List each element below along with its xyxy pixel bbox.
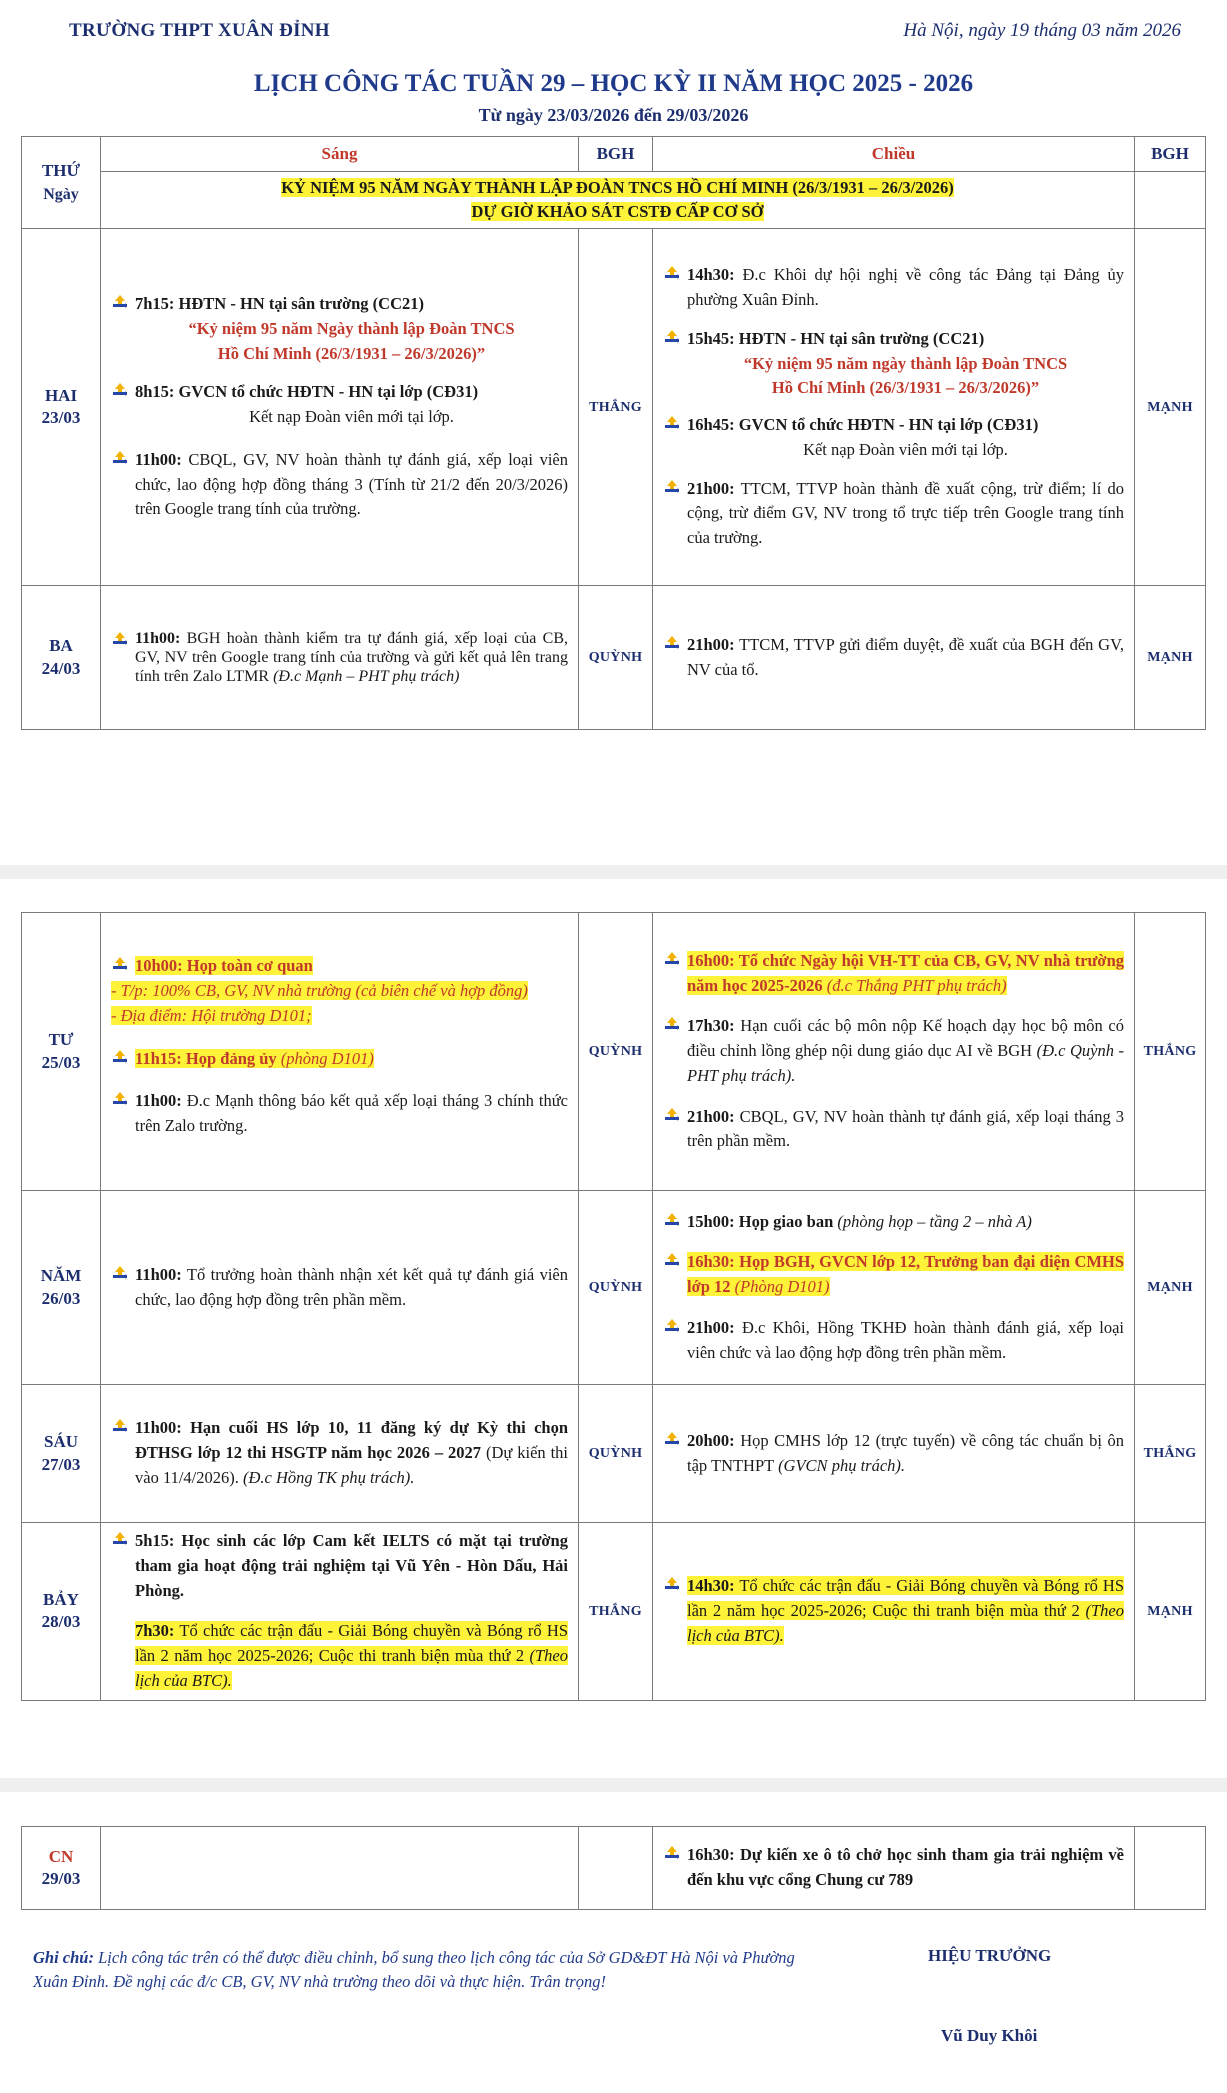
list-item: 15h45: HĐTN - HN tại sân trường (CC21) “Kỷ niệm 95 năm ngày thành lập Đoàn TNCS Hồ Chí Minh (26/3/1931 – 26/3/2026)” [663,327,1124,401]
bullet-arrow-icon [113,451,127,465]
afternoon-cell-sun [653,1827,1135,1910]
list-item: 21h00: TTCM, TTVP hoàn thành đề xuất cộng, trừ điểm; lí do cộng, trừ điểm GV, NV trong tổ trực tiếp trên Google trang tính của trường. [663,477,1124,551]
bullet-arrow-icon [665,1432,679,1446]
morning-cell-thu [101,1191,579,1385]
afternoon-cell-fri [653,1385,1135,1523]
bullet-arrow-icon [113,383,127,397]
bullet-arrow-icon [665,1213,679,1227]
table-row [22,1827,1206,1910]
quote-line: Hồ Chí Minh (26/3/1931 – 26/3/2026)” [771,378,1040,398]
list-item: 15h00: Họp giao ban (phòng họp – tầng 2 – nhà A) [663,1210,1124,1235]
bullet-arrow-icon [665,1253,679,1267]
note-label: Ghi chú: [33,1948,94,1967]
list-item: 17h30: Hạn cuối các bộ môn nộp Kế hoạch dạy học bộ môn có điều chỉnh lồng ghép nội dung giáo dục AI về BGH (Đ.c Quỳnh - PHT phụ trách). [663,1014,1124,1088]
bullet-arrow-icon [665,330,679,344]
bullet-arrow-icon [113,1092,127,1106]
bullet-arrow-icon [113,1266,127,1280]
morning-cell-mon [101,229,579,586]
table-row [22,586,1206,730]
bullet-arrow-icon [113,1532,127,1546]
morning-cell-wed [101,913,579,1191]
bgh-am-mon: THẮNG [579,229,653,586]
day-name: HAI [44,385,78,405]
school-name: TRƯỜNG THPT XUÂN ĐỈNH [69,20,330,41]
list-item: 16h00: Tổ chức Ngày hội VH-TT của CB, GV, NV nhà trường năm học 2025-2026 (đ.c Thắng PHT phụ trách) [663,949,1124,999]
banner-empty-cell [1135,172,1206,229]
list-item: 21h00: CBQL, GV, NV hoàn thành tự đánh giá, xếp loại tháng 3 trên phần mềm. [663,1105,1124,1155]
bullet-arrow-icon [113,632,127,646]
schedule-table-part1 [21,136,1206,730]
note-text: Lịch công tác trên có thể được điều chỉnh, bổ sung theo lịch công tác của Sở GD&ĐT Hà Nội và Phường Xuân Đỉnh. Đề nghị các đ/c CB, GV, NV nhà trường theo dõi và thực hiện. Trân trọng! [33,1948,795,1991]
document-date: Hà Nội, ngày 19 tháng 03 năm 2026 [903,20,1181,41]
day-date: 23/03 [41,408,81,427]
bullet-arrow-icon [665,1108,679,1122]
day-cell-mon [22,229,101,586]
day-name: NĂM [40,1266,82,1286]
header-bgh-am: BGH [579,137,653,172]
bgh-am-wed: QUỲNH [579,913,653,1191]
meeting-location: - Địa điểm: Hội trường D101; [111,1005,312,1025]
day-date: 28/03 [41,1612,81,1632]
bgh-pm-thu: MẠNH [1135,1191,1206,1385]
morning-cell-fri [101,1385,579,1523]
header-thu: THỨ [41,160,81,180]
list-item: 16h30: Dự kiến xe ô tô chở học sinh tham gia trải nghiệm về đến khu vực cổng Chung cư 789 [663,1843,1124,1893]
table-row [22,913,1206,1191]
schedule-table-part3 [21,1826,1206,1910]
quote-line: “Kỷ niệm 95 năm ngày thành lập Đoàn TNCS [743,353,1068,373]
day-date: 29/03 [41,1868,81,1888]
list-item: 14h30: Đ.c Khôi dự hội nghị về công tác Đảng tại Đảng ủy phường Xuân Đỉnh. [663,263,1124,313]
afternoon-cell-tue [653,586,1135,730]
day-name: TƯ [48,1030,74,1050]
bullet-arrow-icon [665,480,679,494]
day-name: BA [49,636,73,656]
schedule-table-part2 [21,912,1206,1701]
list-item: 10h00: Họp toàn cơ quan - T/p: 100% CB, GV, NV nhà trường (cả biên chế và hợp đồng) - Địa điểm: Hội trường D101; [111,954,568,1028]
list-item: 11h00: CBQL, GV, NV hoàn thành tự đánh giá, xếp loại viên chức, lao động hợp đồng tháng 3 (Tính từ 21/2 đến 20/3/2026) trên Google trang tính của trường. [111,448,568,522]
bullet-arrow-icon [113,1419,127,1433]
principal-name: Vũ Duy Khôi [941,2026,1038,2045]
bgh-pm-sat: MẠNH [1135,1523,1206,1701]
anniversary-banner [101,172,1135,229]
quote-line: Hồ Chí Minh (26/3/1931 – 26/3/2026)” [217,343,486,363]
bgh-pm-mon: MẠNH [1135,229,1206,586]
table-row [22,1385,1206,1523]
list-item: 11h00: Hạn cuối HS lớp 10, 11 đăng ký dự Kỳ thi chọn ĐTHSG lớp 12 thi HSGTP năm học 2026 – 2027 (Dự kiến thi vào 11/4/2026). (Đ.c Hồng TK phụ trách). [111,1416,568,1490]
day-date: 25/03 [41,1052,81,1072]
list-item: 11h15: Họp đảng ủy (phòng D101) [111,1047,568,1072]
list-item: 11h00: Đ.c Mạnh thông báo kết quả xếp loại tháng 3 chính thức trên Zalo trường. [111,1089,568,1139]
quote-line: “Kỷ niệm 95 năm Ngày thành lập Đoàn TNCS [188,318,515,338]
bullet-arrow-icon [665,1846,679,1860]
sub-line: Kết nạp Đoàn viên mới tại lớp. [249,407,454,426]
meeting-participants: - T/p: 100% CB, GV, NV nhà trường (cả biên chế và hợp đồng) [111,981,528,1000]
bullet-arrow-icon [113,295,127,309]
day-cell-fri [22,1385,101,1523]
list-item: 11h00: Tổ trưởng hoàn thành nhận xét kết quả tự đánh giá viên chức, lao động hợp đồng trên phần mềm. [111,1263,568,1313]
banner-line2: DỰ GIỜ KHẢO SÁT CSTĐ CẤP CƠ SỞ [471,202,764,221]
morning-cell-tue [101,586,579,730]
bgh-am-sun [579,1827,653,1910]
list-item: 7h30: Tổ chức các trận đấu - Giải Bóng chuyền và Bóng rổ HS lần 2 năm học 2025-2026; Cuộc thi tranh biện mùa thứ 2 (Theo lịch của BTC). [135,1621,568,1690]
list-item: 7h15: HĐTN - HN tại sân trường (CC21) “Kỷ niệm 95 năm Ngày thành lập Đoàn TNCS Hồ Chí Minh (26/3/1931 – 26/3/2026)” [111,292,568,366]
header-chieu: Chiều [653,137,1135,172]
afternoon-cell-sat [653,1523,1135,1701]
list-item: 16h45: GVCN tổ chức HĐTN - HN tại lớp (CĐ31) Kết nạp Đoàn viên mới tại lớp. [663,413,1124,463]
bullet-arrow-icon [665,1577,679,1591]
list-item: 16h30: Họp BGH, GVCN lớp 12, Trưởng ban đại diện CMHS lớp 12 (Phòng D101) [663,1250,1124,1300]
afternoon-cell-wed [653,913,1135,1191]
bullet-arrow-icon [665,266,679,280]
header-sang: Sáng [101,137,579,172]
table-row [22,1523,1206,1701]
morning-cell-sun [101,1827,579,1910]
day-name: BẢY [43,1590,79,1610]
bgh-pm-fri: THẮNG [1135,1385,1206,1523]
list-item: 21h00: Đ.c Khôi, Hồng TKHĐ hoàn thành đánh giá, xếp loại viên chức và lao động hợp đồng trên phần mềm. [663,1316,1124,1366]
principal-title: HIỆU TRƯỞNG [928,1946,1052,1965]
day-cell-tue [22,586,101,730]
page-gap [0,1778,1227,1792]
day-cell-sun [22,1827,101,1910]
day-cell-thu [22,1191,101,1385]
bullet-arrow-icon [665,1319,679,1333]
sub-line: Kết nạp Đoàn viên mới tại lớp. [803,439,1008,459]
bullet-arrow-icon [665,1017,679,1031]
bgh-am-sat: THẮNG [579,1523,653,1701]
day-cell-wed [22,913,101,1191]
list-item: 5h15: Học sinh các lớp Cam kết IELTS có mặt tại trường tham gia hoạt động trải nghiệm tại Vũ Yên - Hòn Dấu, Hải Phòng. [111,1529,568,1603]
day-date: 27/03 [41,1454,81,1474]
banner-line1: KỶ NIỆM 95 NĂM NGÀY THÀNH LẬP ĐOÀN TNCS HỒ CHÍ MINH (26/3/1931 – 26/3/2026) [281,178,954,198]
morning-cell-sat [101,1523,579,1701]
afternoon-cell-mon [653,229,1135,586]
day-name: CN [48,1846,74,1866]
bullet-arrow-icon [113,1050,127,1064]
day-cell-sat [22,1523,101,1701]
list-item: 8h15: GVCN tổ chức HĐTN - HN tại lớp (CĐ31) Kết nạp Đoàn viên mới tại lớp. [111,380,568,430]
day-date: 26/03 [41,1288,81,1308]
bullet-arrow-icon [665,636,679,650]
bullet-arrow-icon [665,952,679,966]
table-row [22,1191,1206,1385]
afternoon-cell-thu [653,1191,1135,1385]
page-subtitle: Từ ngày 23/03/2026 đến 29/03/2026 [478,105,749,125]
day-name: SÁU [43,1432,78,1452]
bgh-am-thu: QUỲNH [579,1191,653,1385]
list-item: 21h00: TTCM, TTVP gửi điểm duyệt, đề xuất của BGH đến GV, NV của tổ. [663,633,1124,683]
footer-note [33,1946,833,1994]
header-thu-ngay [22,137,101,229]
header-bgh-pm: BGH [1135,137,1206,172]
day-date: 24/03 [41,658,81,678]
bgh-am-fri: QUỲNH [579,1385,653,1523]
bgh-am-tue: QUỲNH [579,586,653,730]
bgh-pm-tue: MẠNH [1135,586,1206,730]
page-title: LỊCH CÔNG TÁC TUẦN 29 – HỌC KỲ II NĂM HỌC 2025 - 2026 [253,70,974,97]
header-ngay: Ngày [43,186,79,204]
list-item: 20h00: Họp CMHS lớp 12 (trực tuyến) về công tác chuẩn bị ôn tập TNTHPT (GVCN phụ trách). [663,1429,1124,1479]
list-item: 11h00: BGH hoàn thành kiểm tra tự đánh giá, xếp loại của CB, GV, NV trên Google trang tính của trường và gửi kết quả lên trang tính trên Zalo LTMR (Đ.c Mạnh – PHT phụ trách) [111,629,568,687]
page-gap [0,865,1227,879]
bullet-arrow-icon [665,416,679,430]
list-item: 14h30: Tổ chức các trận đấu - Giải Bóng chuyền và Bóng rổ HS lần 2 năm học 2025-2026; Cuộc thi tranh biện mùa thứ 2 (Theo lịch của BTC). [663,1574,1124,1648]
table-row [22,229,1206,586]
bgh-pm-sun [1135,1827,1206,1910]
bgh-pm-wed: THẮNG [1135,913,1206,1191]
bullet-arrow-icon [113,957,127,971]
